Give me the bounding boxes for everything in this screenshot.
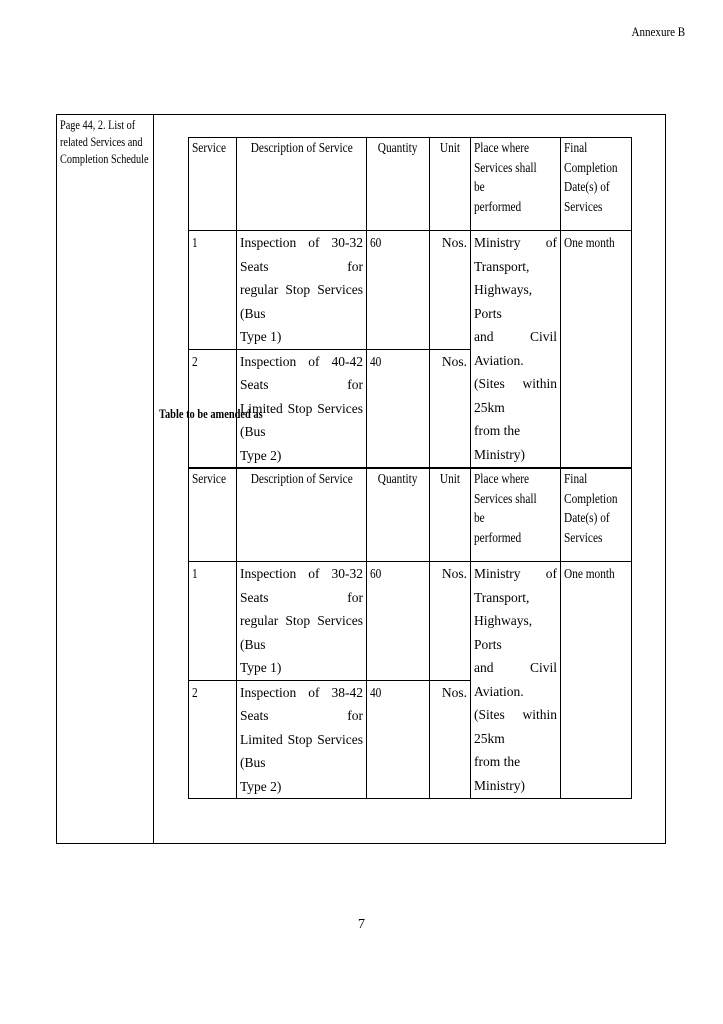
header-place: Place where Services shall be performed bbox=[471, 138, 561, 231]
header-final-completion: Final Completion Date(s) of Services bbox=[561, 138, 632, 231]
reference-line: Page 44, 2. List of bbox=[60, 118, 136, 132]
service-description: Inspection of 38-42 Seats for Limited Stop Services (Bus Type 2) bbox=[237, 680, 367, 799]
amendment-heading: Table to be amended as bbox=[159, 406, 263, 421]
service-number: 1 bbox=[189, 231, 237, 350]
amended-services-table bbox=[188, 468, 632, 799]
reference-line: related Services and bbox=[60, 135, 143, 149]
reference-line: Completion Schedule bbox=[60, 152, 149, 166]
unit: Nos. bbox=[430, 562, 471, 681]
header-quantity: Quantity bbox=[367, 138, 430, 231]
amendment-frame bbox=[56, 114, 666, 844]
service-number: 1 bbox=[189, 562, 237, 681]
unit: Nos. bbox=[430, 231, 471, 350]
service-number: 2 bbox=[189, 680, 237, 799]
table-header-row bbox=[189, 138, 632, 231]
header-final-completion: Final Completion Date(s) of Services bbox=[561, 469, 632, 562]
header-unit: Unit bbox=[430, 138, 471, 231]
quantity: 60 bbox=[367, 231, 430, 350]
unit: Nos. bbox=[430, 349, 471, 468]
header-quantity: Quantity bbox=[367, 469, 430, 562]
quantity: 60 bbox=[367, 562, 430, 681]
header-description: Description of Service bbox=[237, 469, 367, 562]
place-of-service: Ministry of Transport, Highways, Ports and Civil Aviation. (Sites within 25km from the Ministry) bbox=[471, 231, 561, 468]
unit: Nos. bbox=[430, 680, 471, 799]
completion-date: One month bbox=[561, 562, 632, 799]
header-service: Service bbox=[189, 469, 237, 562]
annexure-label: Annexure B bbox=[631, 24, 685, 39]
place-of-service: Ministry of Transport, Highways, Ports and Civil Aviation. (Sites within 25km from the Ministry) bbox=[471, 562, 561, 799]
table-row bbox=[189, 562, 632, 681]
header-place: Place where Services shall be performed bbox=[471, 469, 561, 562]
table-header-row bbox=[189, 469, 632, 562]
page-number: 7 bbox=[358, 917, 365, 932]
reference-cell bbox=[57, 115, 154, 843]
header-description: Description of Service bbox=[237, 138, 367, 231]
quantity: 40 bbox=[367, 680, 430, 799]
service-description: Inspection of 30-32 Seats for regular Stop Services (Bus Type 1) bbox=[237, 231, 367, 350]
header-service: Service bbox=[189, 138, 237, 231]
service-number: 2 bbox=[189, 349, 237, 468]
header-unit: Unit bbox=[430, 469, 471, 562]
service-description: Inspection of 40-42 Seats for Limited Stop Services (Bus Type 2) bbox=[237, 349, 367, 468]
table-row bbox=[189, 231, 632, 350]
service-description: Inspection of 30-32 Seats for regular Stop Services (Bus Type 1) bbox=[237, 562, 367, 681]
completion-date: One month bbox=[561, 231, 632, 468]
quantity: 40 bbox=[367, 349, 430, 468]
